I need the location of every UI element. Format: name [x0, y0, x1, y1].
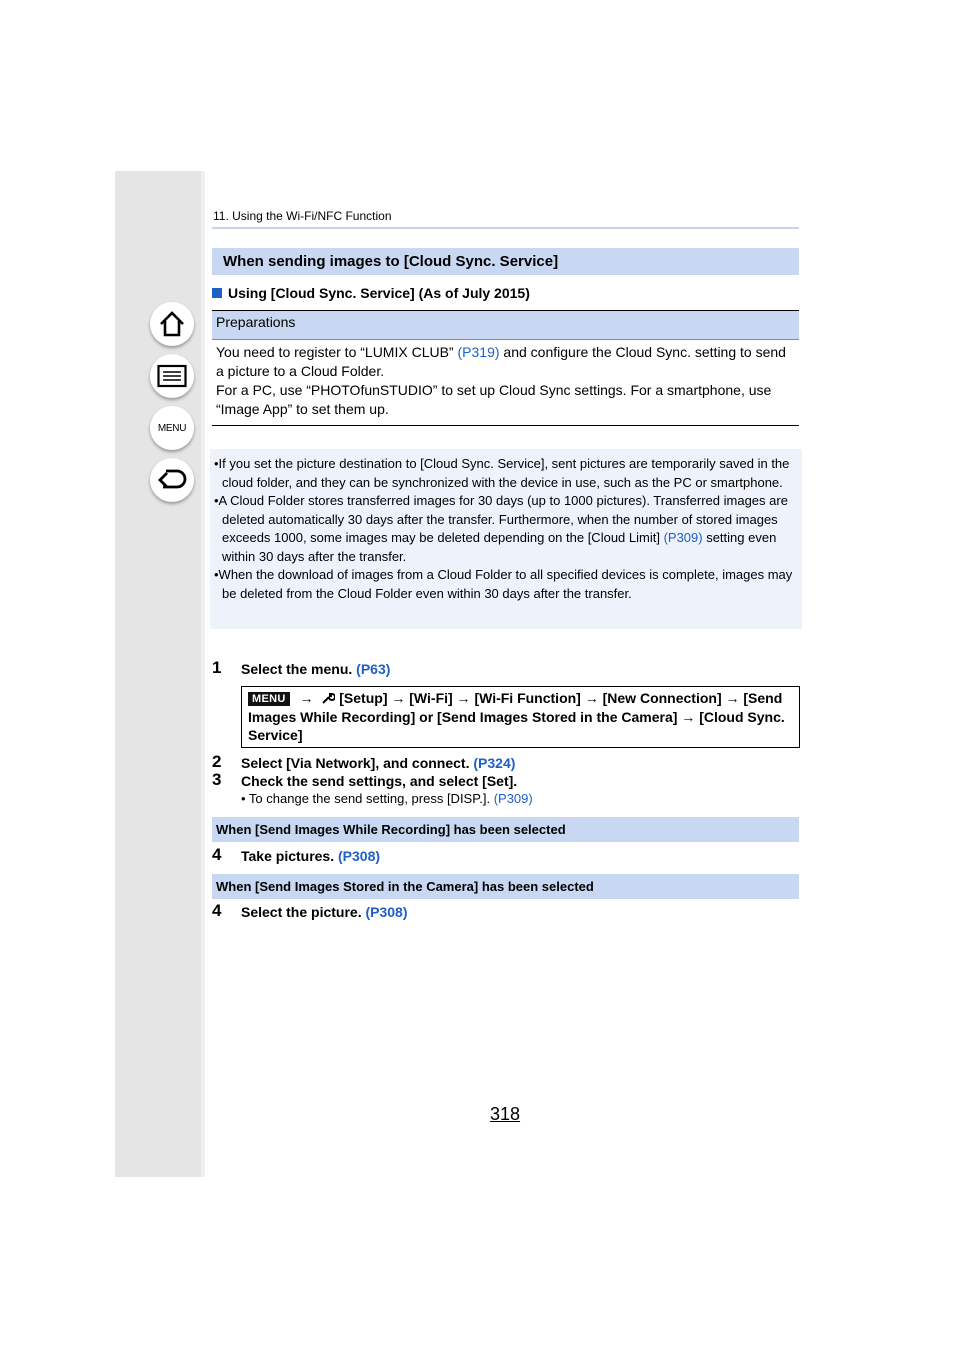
section-title: When sending images to [Cloud Sync. Service]	[212, 248, 799, 275]
back-button[interactable]	[150, 458, 194, 502]
condition-bar-stored: When [Send Images Stored in the Camera] has been selected	[212, 874, 799, 899]
preparations-heading: Preparations	[212, 310, 799, 340]
step-number: 1	[212, 658, 222, 677]
page-number: 318	[490, 1104, 521, 1124]
menu-path-box: MENU → [Setup] → [Wi-Fi] → [Wi-Fi Function] → [New Connection] → [Send Images While Recording] or [Send Images Stored in the Camera] → [Cloud Sync. Service]	[241, 686, 800, 748]
link-p309[interactable]: (P309)	[663, 530, 703, 545]
step-number: 2	[212, 752, 222, 771]
home-icon	[158, 310, 186, 338]
link-p324[interactable]: (P324)	[473, 755, 516, 771]
contents-list-button[interactable]	[150, 354, 194, 398]
header-rule	[212, 227, 799, 229]
step-text: Select the menu. (P63)	[241, 661, 391, 677]
preparations-line2: For a PC, use “PHOTOfunSTUDIO” to set up Cloud Sync settings. For a smartphone, use “Image App” to set them up.	[216, 382, 772, 417]
step-text: Take pictures. (P308)	[241, 848, 381, 864]
link-p308[interactable]: (P308)	[338, 848, 381, 864]
list-icon	[157, 364, 187, 388]
note-item: •When the download of images from a Cloud Folder to all specified devices is complete, images may be deleted from the Cloud Folder even within 30 days after the transfer.	[214, 567, 793, 601]
sidebar-edge	[201, 171, 205, 1177]
subheading-text: Using [Cloud Sync. Service] (As of July 2015)	[228, 285, 530, 301]
square-bullet-icon	[212, 288, 222, 298]
condition-bar-recording: When [Send Images While Recording] has been selected	[212, 817, 799, 842]
breadcrumb: 11. Using the Wi-Fi/NFC Function	[213, 209, 392, 223]
step-note: • To change the send setting, press [DISP.]. (P309)	[241, 791, 533, 806]
subheading	[212, 285, 530, 301]
menu-button-icon: MENU	[248, 692, 290, 706]
wrench-icon	[321, 690, 335, 706]
link-p308-b[interactable]: (P308)	[365, 904, 408, 920]
preparations-line1: You need to register to “LUMIX CLUB” (P319) and configure the Cloud Sync. setting to send a picture to a Cloud Folder.	[216, 344, 786, 379]
preparations-body	[212, 341, 799, 426]
link-p63[interactable]: (P63)	[356, 661, 391, 677]
step-text: Select [Via Network], and connect. (P324)	[241, 755, 516, 771]
link-p309-b[interactable]: (P309)	[493, 791, 533, 806]
menu-icon: MENU	[157, 422, 187, 434]
back-icon	[157, 467, 187, 493]
step-number: 4	[212, 901, 222, 920]
notes-box	[210, 449, 802, 629]
step-text: Select the picture. (P308)	[241, 904, 408, 920]
step-text: Check the send settings, and select [Set].	[241, 773, 518, 789]
note-item: •If you set the picture destination to [Cloud Sync. Service], sent pictures are temporarily saved in the cloud folder, and they can be synchronized with the device in use, such as the PC or smartphone.	[214, 456, 790, 490]
menu-path-text: [Setup] → [Wi-Fi] → [Wi-Fi Function] → [New Connection] → [Send Images While Recording] or [Send Images Stored in the Camera] → [Cloud Sync. Service]	[248, 690, 785, 743]
step-number: 4	[212, 845, 222, 864]
note-item: •A Cloud Folder stores transferred images for 30 days (up to 1000 pictures). Transferred images are deleted automatically 30 days after the transfer. Furthermore, when the number of stored images exceeds 1000, some images may be deleted depending on the [Cloud Limit] (P309) setting even within 30 days after the transfer.	[214, 493, 788, 564]
home-button[interactable]	[150, 302, 194, 346]
link-p319[interactable]: (P319)	[457, 344, 500, 360]
menu-list-button[interactable]	[150, 406, 194, 450]
step-number: 3	[212, 770, 222, 789]
